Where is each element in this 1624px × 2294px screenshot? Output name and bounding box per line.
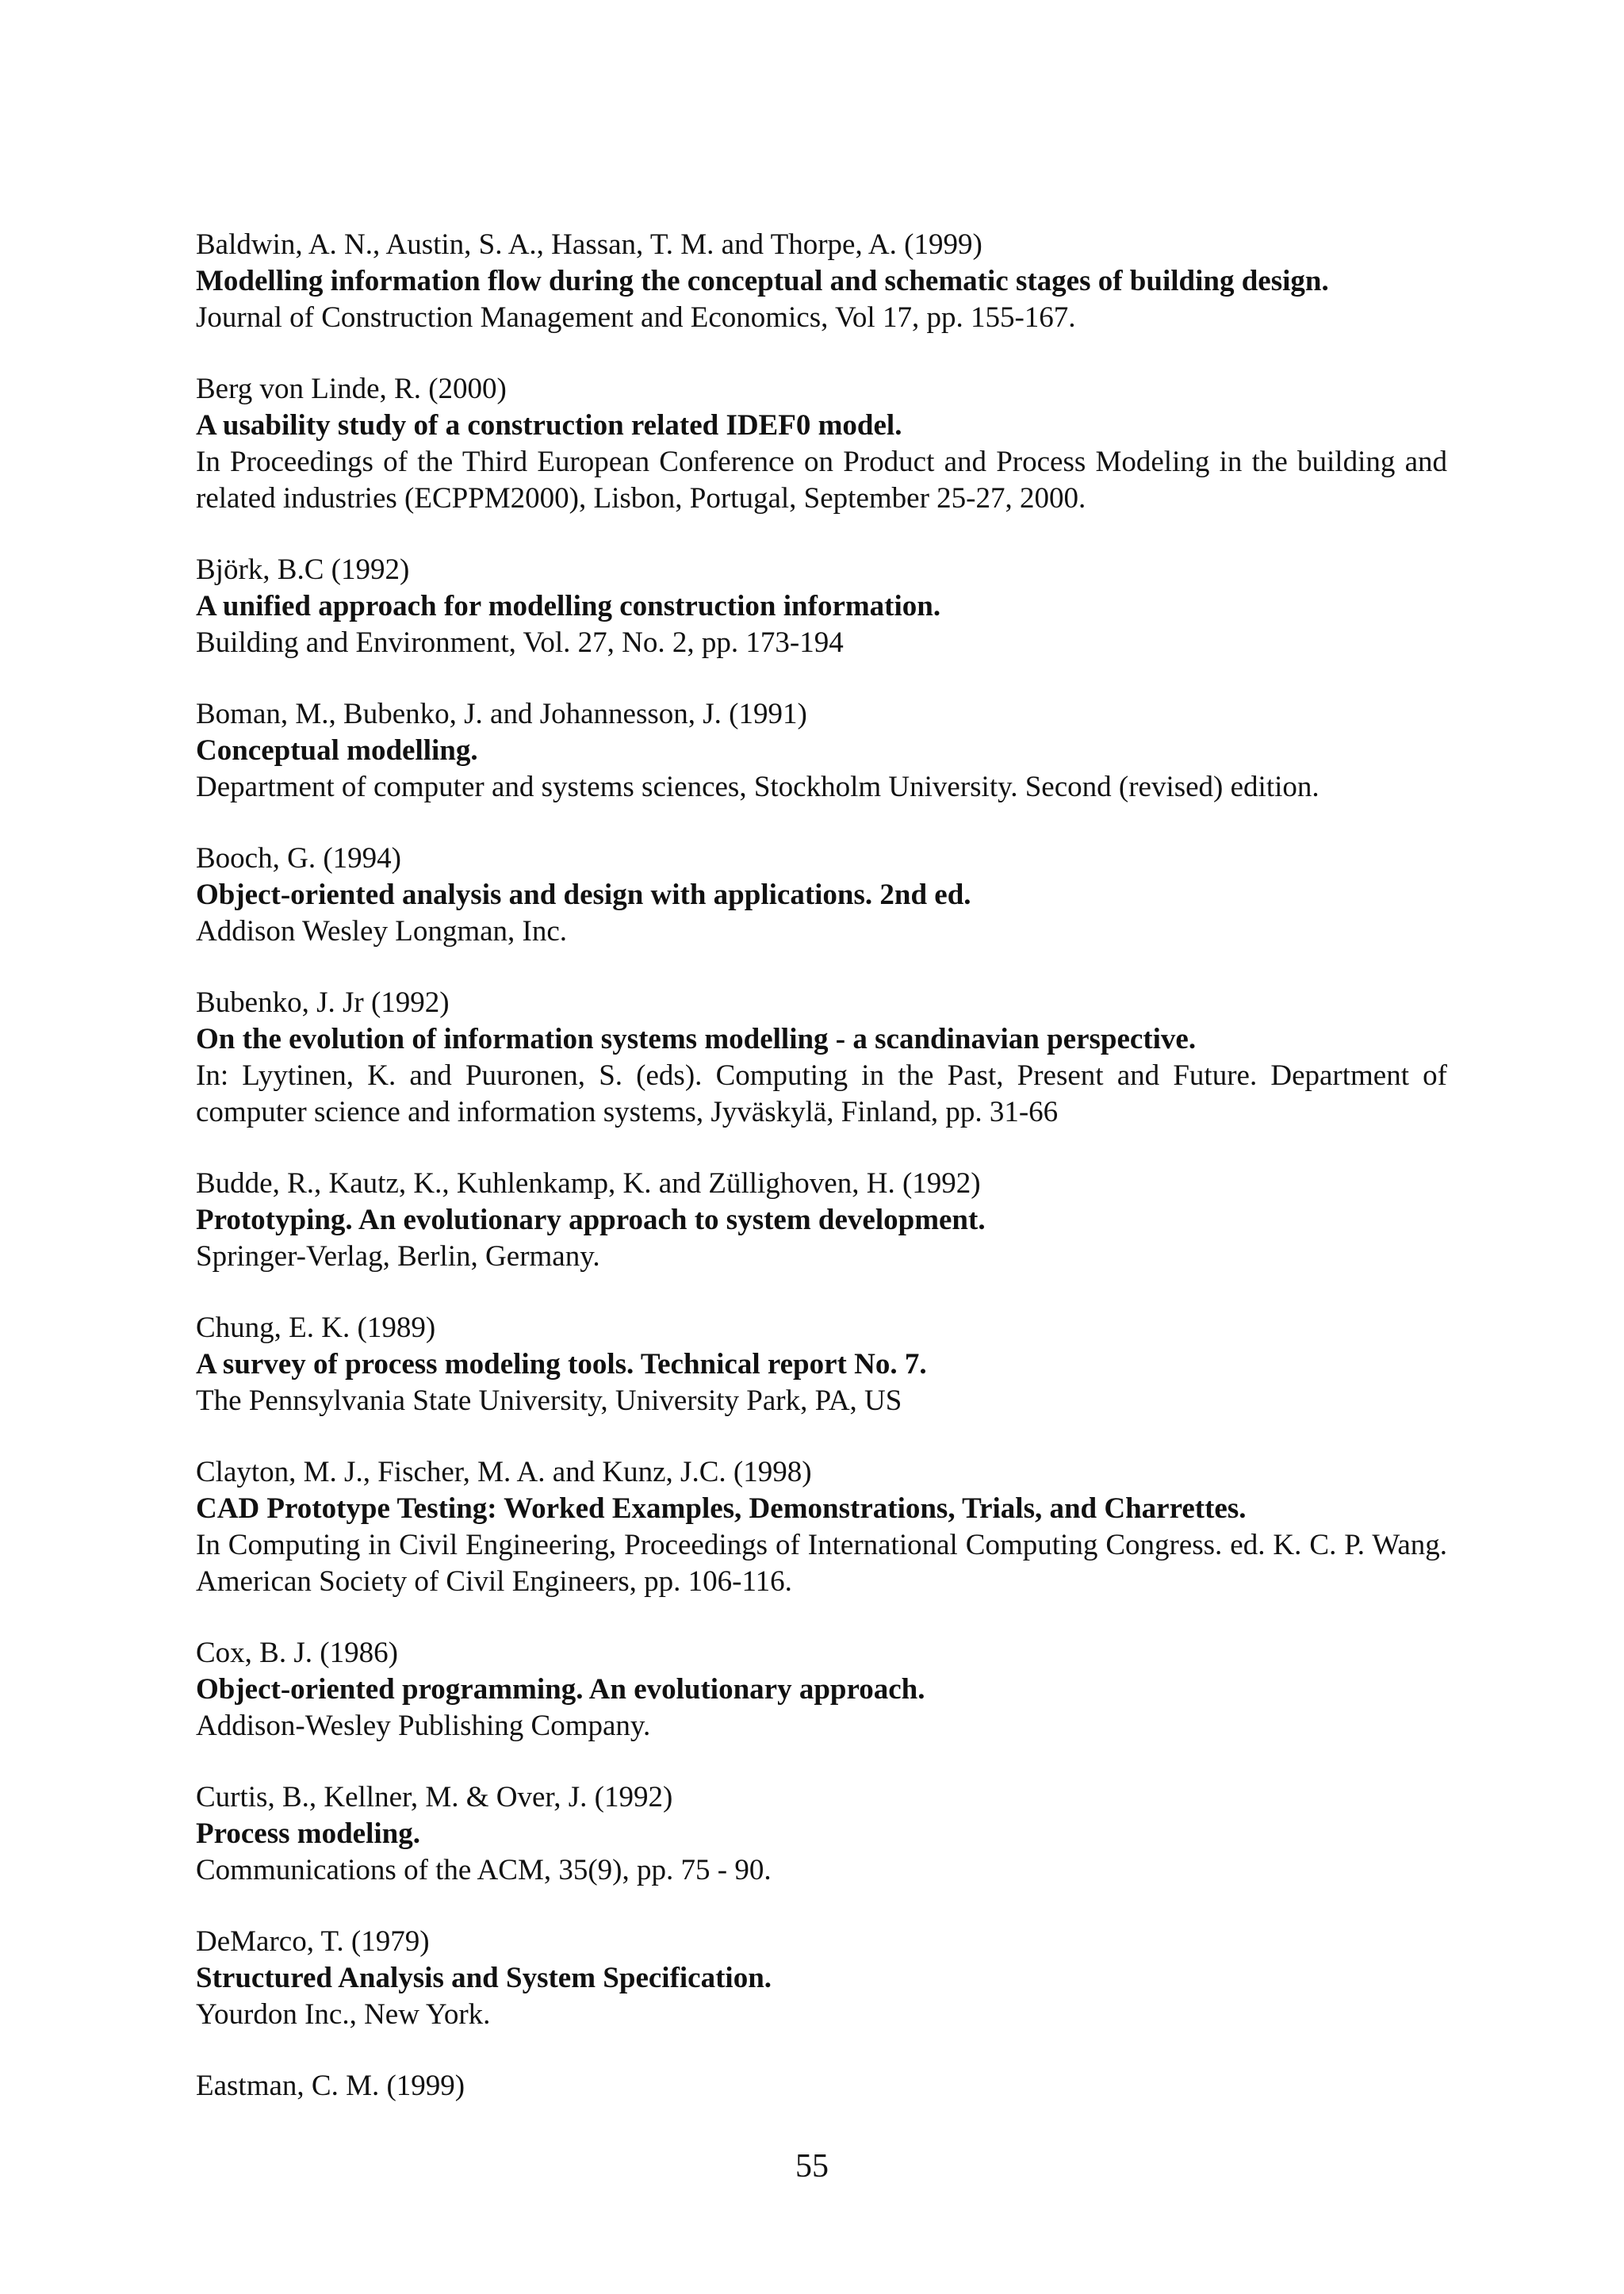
reference-author: Chung, E. K. (1989) xyxy=(196,1312,436,1344)
reference-detail: In Proceedings of the Third European Conference on Product and Process Modeling in the building and related industries (ECPPM2000), Lisbon, Portugal, September 25-27, 2000. xyxy=(196,446,1447,515)
reference-title: Object-oriented analysis and design with applications. 2nd ed. xyxy=(196,879,971,911)
reference-author: Boman, M., Bubenko, J. and Johannesson, J. (1991) xyxy=(196,698,807,730)
reference-author: Curtis, B., Kellner, M. & Over, J. (1992) xyxy=(196,1781,673,1813)
reference-author: Booch, G. (1994) xyxy=(196,842,401,875)
reference-detail: Addison Wesley Longman, Inc. xyxy=(196,915,568,948)
reference-author: DeMarco, T. (1979) xyxy=(196,1925,430,1958)
reference-title: Process modeling. xyxy=(196,1817,420,1850)
reference-title: Conceptual modelling. xyxy=(196,734,478,767)
reference-detail: Journal of Construction Management and Economics, Vol 17, pp. 155-167. xyxy=(196,301,1076,334)
reference-entry xyxy=(196,1454,1447,1600)
reference-title: A survey of process modeling tools. Technical report No. 7. xyxy=(196,1348,927,1381)
reference-entry xyxy=(196,1924,1447,2033)
reference-entry xyxy=(196,1166,1447,1275)
reference-detail: Communications of the ACM, 35(9), pp. 75 - 90. xyxy=(196,1854,772,1886)
reference-title: A usability study of a construction related IDEF0 model. xyxy=(196,409,902,442)
reference-detail: Department of computer and systems sciences, Stockholm University. Second (revised) edition. xyxy=(196,771,1320,803)
reference-title: Modelling information flow during the conceptual and schematic stages of building design. xyxy=(196,265,1329,297)
reference-entry xyxy=(196,1310,1447,1419)
reference-title: Structured Analysis and System Specification. xyxy=(196,1962,772,1994)
reference-entry xyxy=(196,552,1447,661)
reference-author: Clayton, M. J., Fischer, M. A. and Kunz, J.C. (1998) xyxy=(196,1456,812,1488)
reference-entry xyxy=(196,841,1447,950)
reference-author: Cox, B. J. (1986) xyxy=(196,1637,398,1669)
reference-author: Björk, B.C (1992) xyxy=(196,553,410,586)
reference-entry xyxy=(196,2068,1447,2104)
reference-entry xyxy=(196,1635,1447,1744)
reference-detail: Yourdon Inc., New York. xyxy=(196,1998,491,2031)
reference-author: Berg von Linde, R. (2000) xyxy=(196,373,507,405)
reference-detail: Addison-Wesley Publishing Company. xyxy=(196,1710,651,1742)
reference-detail: In Computing in Civil Engineering, Proceedings of International Computing Congress. ed. K. C. P. Wang. American Society of Civil Engineers, pp. 106-116. xyxy=(196,1529,1447,1598)
reference-entry xyxy=(196,1779,1447,1889)
reference-author: Baldwin, A. N., Austin, S. A., Hassan, T. M. and Thorpe, A. (1999) xyxy=(196,228,982,261)
reference-title: On the evolution of information systems modelling - a scandinavian perspective. xyxy=(196,1023,1197,1055)
reference-detail: Springer-Verlag, Berlin, Germany. xyxy=(196,1240,600,1273)
reference-author: Bubenko, J. Jr (1992) xyxy=(196,986,450,1019)
reference-detail: Building and Environment, Vol. 27, No. 2, pp. 173-194 xyxy=(196,626,844,659)
reference-author: Eastman, C. M. (1999) xyxy=(196,2070,465,2102)
reference-entry xyxy=(196,696,1447,806)
reference-title: CAD Prototype Testing: Worked Examples, Demonstrations, Trials, and Charrettes. xyxy=(196,1492,1247,1525)
reference-detail: The Pennsylvania State University, University Park, PA, US xyxy=(196,1384,902,1417)
reference-detail: In: Lyytinen, K. and Puuronen, S. (eds). Computing in the Past, Present and Future. Department of computer science and information systems, Jyväskylä, Finland, pp. 31-66 xyxy=(196,1059,1447,1128)
reference-author: Budde, R., Kautz, K., Kuhlenkamp, K. and Züllighoven, H. (1992) xyxy=(196,1167,981,1200)
reference-title: A unified approach for modelling construction information. xyxy=(196,590,941,622)
page-number: 55 xyxy=(795,2148,829,2185)
reference-entry xyxy=(196,227,1447,336)
reference-title: Object-oriented programming. An evolutionary approach. xyxy=(196,1673,925,1706)
reference-list xyxy=(196,227,1447,2139)
reference-title: Prototyping. An evolutionary approach to system development. xyxy=(196,1204,986,1236)
reference-entry xyxy=(196,985,1447,1131)
reference-entry xyxy=(196,371,1447,517)
